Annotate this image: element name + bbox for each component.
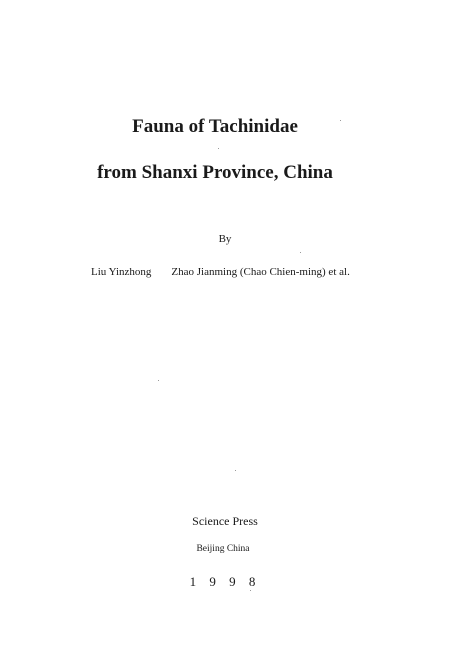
book-title-line-2: from Shanxi Province, China <box>97 162 333 183</box>
by-label: By <box>218 233 232 245</box>
scan-speck <box>235 470 236 471</box>
author-2: Zhao Jianming (Chao Chien-ming) et al. <box>171 266 350 278</box>
scan-speck <box>340 120 341 121</box>
scan-speck <box>158 380 159 381</box>
scan-speck <box>300 252 301 253</box>
publisher-name: Science Press <box>192 514 258 528</box>
publication-year: 1 9 9 8 <box>189 574 261 589</box>
book-title-line-1: Fauna of Tachinidae <box>132 116 298 137</box>
publication-place: Beijing China <box>196 544 250 554</box>
scan-speck <box>250 590 251 591</box>
scan-speck <box>218 148 219 149</box>
authors-line <box>91 266 350 278</box>
author-1: Liu Yinzhong <box>91 266 152 278</box>
